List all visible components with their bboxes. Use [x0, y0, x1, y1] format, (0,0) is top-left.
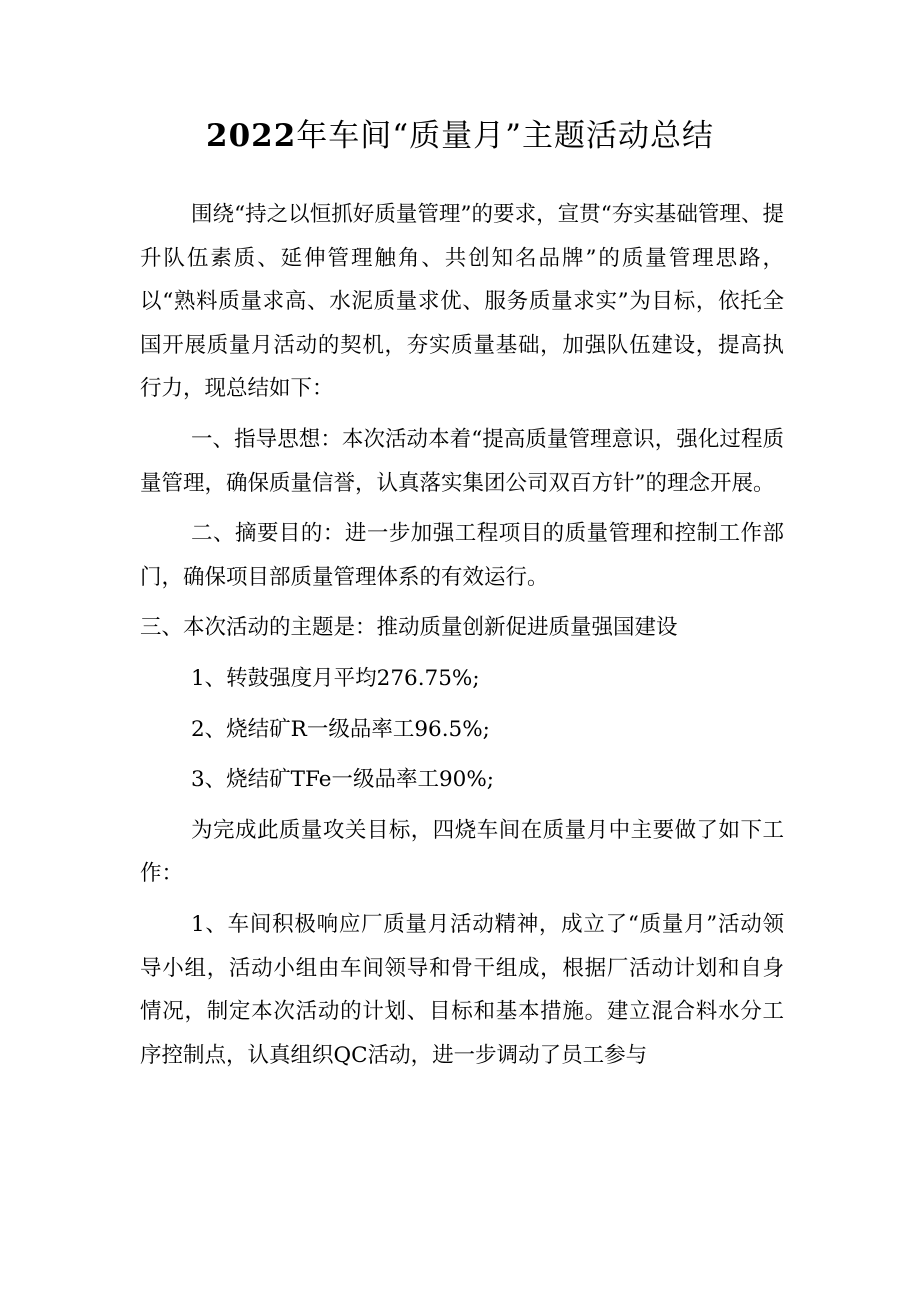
document-body: [140, 193, 784, 1077]
purpose-paragraph: 二、摘要目的：进一步加强工程项目的质量管理和控制工作部门，确保项目部质量管理体系的有效运行。: [140, 521, 784, 590]
work-intro-paragraph: 为完成此质量攻关目标，四烧车间在质量月中主要做了如下工作：: [140, 817, 784, 887]
title-year: 2022: [206, 118, 297, 154]
guiding-ideology-paragraph: 一、指导思想：本次活动本着“提高质量管理意识，强化过程质量管理，确保质量信誉，认真落实集团公司双百方针”的理念开展。: [140, 426, 784, 496]
target-item-3: 3、烧结矿TFe一级品率工90%;: [191, 767, 495, 793]
theme-paragraph: 三、本次活动的主题是：推动质量创新促进质量强国建设: [140, 615, 678, 641]
document-title: [0, 108, 920, 164]
intro-paragraph: 围绕“持之以恒抓好质量管理”的要求，宣贯“夯实基础管理、提升队伍素质、延伸管理触角、共创知名品牌”的质量管理思路，以“熟料质量求高、水泥质量求优、服务质量求实”为目标，依托全国开展质量月活动的契机，夯实质量基础，加强队伍建设，提高执行力，现总结如下：: [140, 202, 784, 402]
title-text: 年车间“质量月”主题活动总结: [296, 118, 714, 154]
work-item-1-paragraph: 1、车间积极响应厂质量月活动精神，成立了“质量月”活动领导小组，活动小组由车间领导和骨干组成，根据厂活动计划和自身情况，制定本次活动的计划、目标和基本措施。建立混合料水分工序控制点，认真组织QC活动，进一步调动了员工参与: [140, 911, 784, 1068]
target-item-2: 2、烧结矿R一级品率工96.5%;: [191, 716, 490, 742]
target-item-1: 1、转鼓强度月平均276.75%;: [191, 665, 480, 691]
